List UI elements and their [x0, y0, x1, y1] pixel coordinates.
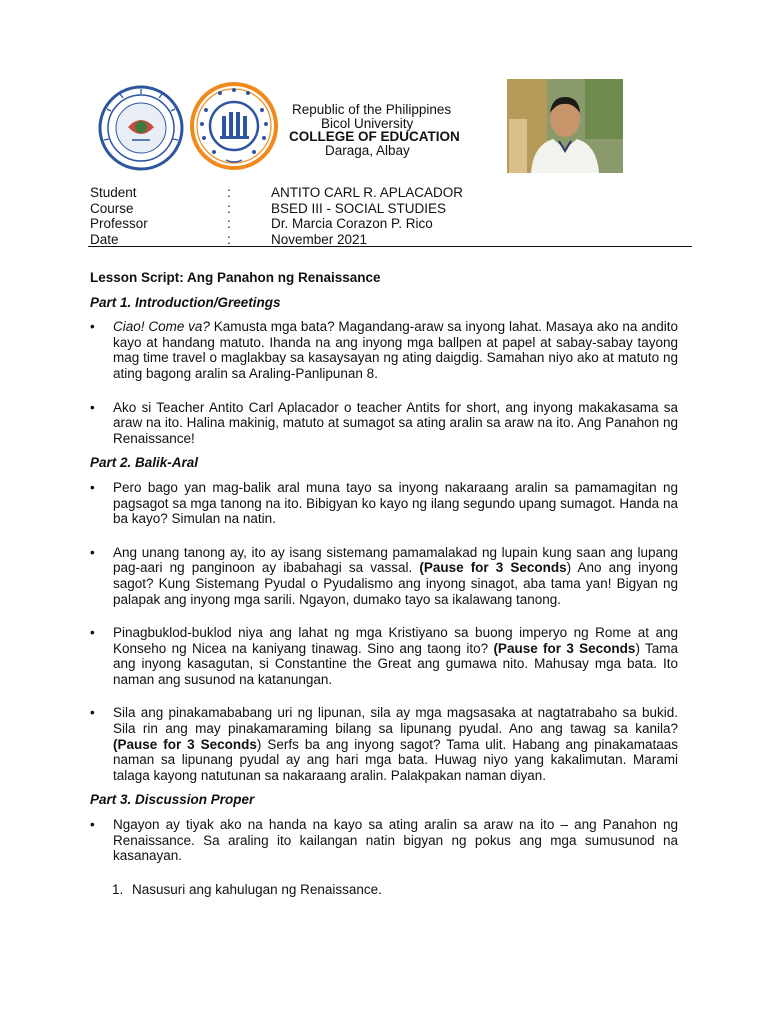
bullet-icon: •	[90, 705, 95, 721]
pause-cue: (Pause for 3 Seconds	[113, 736, 257, 752]
info-colon: :	[227, 200, 231, 216]
paragraph-text: ) Ano ang inyong sagot? Kung Sistemang Pyudal o Pyudalismo ang inyong sinagot, aba tama yan! Bigyan ng palapak ang inyong mga sarili. Ngayon, dumako tayo sa ikalawang tanong.	[113, 560, 678, 607]
info-label: Course	[90, 200, 134, 216]
paragraph-text: Ang unang tanong ay, ito ay isang sistemang pamamalakad ng lupain kung saan ang lupang pag-aari ng panginoon ay ibabahagi sa vassal.	[113, 544, 678, 576]
numbered-item	[90, 882, 678, 898]
bullet-icon: •	[90, 399, 95, 415]
header-divider	[88, 246, 692, 247]
student-photo	[507, 79, 623, 173]
paragraph-text: Sila ang pinakamababang uri ng lipunan, sila ay mga magsasaka at nagtatrabaho sa bukid. Sila rin ang may pinakamaraming bilang sa lipunang pyudal. Ano ang tawag sa kanila?	[113, 705, 678, 737]
header-location: Daraga, Albay	[325, 143, 410, 158]
item-number: 1.	[112, 881, 124, 897]
info-colon: :	[227, 216, 231, 232]
info-value: November 2021	[271, 231, 368, 247]
info-colon: :	[227, 185, 231, 200]
paragraph-text: Ngayon ay tiyak ako na handa na kayo sa ating aralin sa araw na ito – ang Panahon ng Renaissance. Sa araling ito kailangan natin bigyan ng pokus ang mga sumusunod na kasanayan.	[113, 817, 678, 864]
info-label: Date	[90, 231, 119, 247]
bullet-icon: •	[90, 817, 95, 833]
bullet-icon: •	[90, 544, 95, 560]
section-title-part3: Part 3. Discussion Proper	[90, 792, 255, 808]
section-title-part1: Part 1. Introduction/Greetings	[90, 294, 281, 310]
list-item	[90, 545, 678, 607]
pause-cue: (Pause for 3 Seconds	[493, 640, 636, 656]
info-label: Professor	[90, 216, 148, 232]
info-value: ANTITO CARL R. APLACADOR	[271, 185, 464, 200]
college-of-education-seal-icon	[188, 80, 280, 172]
header-college: COLLEGE OF EDUCATION	[289, 129, 460, 144]
info-value: BSED III - SOCIAL STUDIES	[271, 200, 447, 216]
header-republic: Republic of the Philippines	[292, 102, 452, 117]
header-university: Bicol University	[321, 116, 414, 131]
info-colon: :	[227, 231, 231, 247]
bullet-icon: •	[90, 479, 95, 495]
paragraph-text: Pero bago yan mag-balik aral muna tayo sa inyong nakaraang aralin sa pamamagitan ng pagsagot sa mga tanong na ito. Bibigyan ko kayo ng ilang segundo upang sumagot. Handa na ba kayo? Simulan na natin.	[113, 479, 678, 527]
lesson-content	[90, 270, 678, 897]
paragraph-text: Ako si Teacher Antito Carl Aplacador o teacher Antits for short, ang inyong makakasama sa araw na ito. Halina makinig, matuto at sumagot sa ating aralin sa araw na ito. Ang Panahon ng Renaissance!	[113, 399, 678, 446]
lesson-title: Lesson Script: Ang Panahon ng Renaissance	[90, 270, 381, 285]
list-item	[90, 319, 678, 381]
section-title-part2: Part 2. Balik-Aral	[90, 455, 199, 471]
bicol-university-seal-icon	[98, 85, 184, 171]
list-item	[90, 480, 678, 527]
pause-cue: (Pause for 3 Seconds	[419, 560, 567, 576]
paragraph-text: ) Tama ang inyong kasagutan, si Constantine the Great ang gumawa nito. Mahusay mga bata. Ito naman ang susunod na katanungan.	[113, 640, 679, 687]
info-label: Student	[90, 185, 137, 200]
list-item	[90, 817, 678, 864]
paragraph-text: ) Serfs ba ang inyong sagot? Tama ulit. Habang ang pinakamataas naman sa lipunang pyudal ay ang hari mga bata. Huwag niyo yang kakalimutan. Marami talaga kayong natutunan sa nakaraang aralin. Palakpakan naman diyan.	[113, 736, 678, 783]
paragraph-text: Pinagbuklod-buklod niya ang lahat ng mga Kristiyano sa buong imperyo ng Rome at ang Konseho ng Nicea na kaniyang tinawag. Sino ang taong ito?	[113, 625, 678, 656]
paragraph-text: Kamusta mga bata? Magandang-araw sa inyong lahat. Masaya ako na andito kayo at handang matuto. Ihanda na ang inyong mga ballpen at papel at sabay-sabay tayong mag time travel o maglakbay sa kasaysayan ng ating daigdig. Samahan niyo ako at matuto ng ating bagong aralin sa Araling-Panlipunan 8.	[113, 319, 679, 381]
paragraph-text: Nasusuri ang kahulugan ng Renaissance.	[132, 881, 382, 897]
bullet-icon: •	[90, 625, 95, 641]
bullet-icon: •	[90, 319, 95, 335]
list-item	[90, 625, 678, 687]
greeting-italic: Ciao! Come va?	[113, 319, 210, 335]
list-item	[90, 400, 678, 447]
info-value: Dr. Marcia Corazon P. Rico	[271, 216, 433, 232]
list-item	[90, 705, 678, 783]
